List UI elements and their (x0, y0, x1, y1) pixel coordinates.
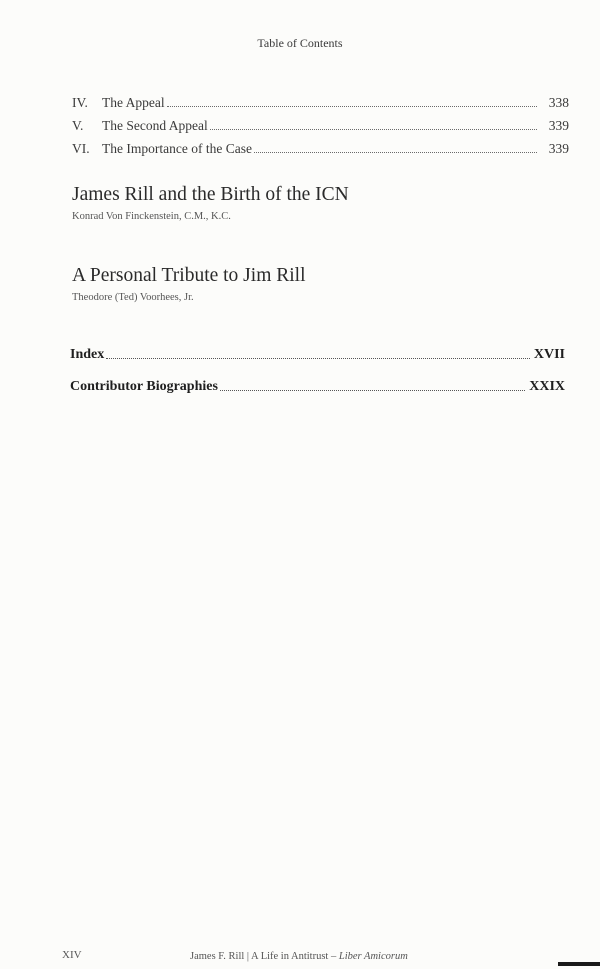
back-matter-index[interactable] (70, 347, 565, 363)
back-matter-page: XVII (533, 347, 565, 362)
dot-leader (220, 389, 525, 391)
toc-entry-title: The Importance of the Case (102, 141, 252, 156)
footer-running-italic: Liber Amicorum (338, 951, 408, 962)
toc-entry[interactable] (72, 134, 569, 157)
chapter-author: Theodore (Ted) Voorhees, Jr. (72, 292, 194, 303)
toc-entry-number: IV. (72, 95, 88, 110)
toc-entry-page: 338 (548, 95, 569, 110)
toc-entry-title: The Second Appeal (102, 118, 208, 133)
back-matter-title: Contributor Biographies (70, 379, 218, 394)
toc-entry-page: 339 (548, 141, 569, 156)
back-matter-page: XXIX (529, 379, 565, 394)
toc-entry-title: The Appeal (102, 95, 165, 110)
toc-entry[interactable] (72, 111, 569, 134)
footer-running-text: James F. Rill | A Life in Antitrust – (190, 951, 339, 962)
running-head: Table of Contents (257, 36, 343, 50)
toc-entry-number: V. (72, 118, 84, 133)
chapter-title: A Personal Tribute to Jim Rill (72, 265, 306, 286)
chapter-entry[interactable] (72, 265, 569, 303)
chapter-title: James Rill and the Birth of the ICN (72, 184, 349, 205)
back-matter-title: Index (70, 347, 105, 362)
chapter-author: Konrad Von Finckenstein, C.M., K.C. (72, 211, 231, 222)
toc-entry-number: VI. (72, 141, 90, 156)
dot-leader (106, 357, 530, 359)
dot-leader (167, 105, 537, 107)
scan-edge-mark (558, 962, 600, 966)
chapter-entry[interactable] (72, 184, 569, 222)
toc-entry[interactable] (72, 88, 569, 111)
toc-entry-page: 339 (548, 118, 569, 133)
back-matter-contributors[interactable] (70, 379, 565, 395)
page-folio: XIV (62, 949, 82, 961)
dot-leader (254, 151, 537, 153)
dot-leader (210, 128, 537, 130)
footer-running-title (190, 951, 408, 962)
toc-subsection-list (72, 88, 569, 157)
